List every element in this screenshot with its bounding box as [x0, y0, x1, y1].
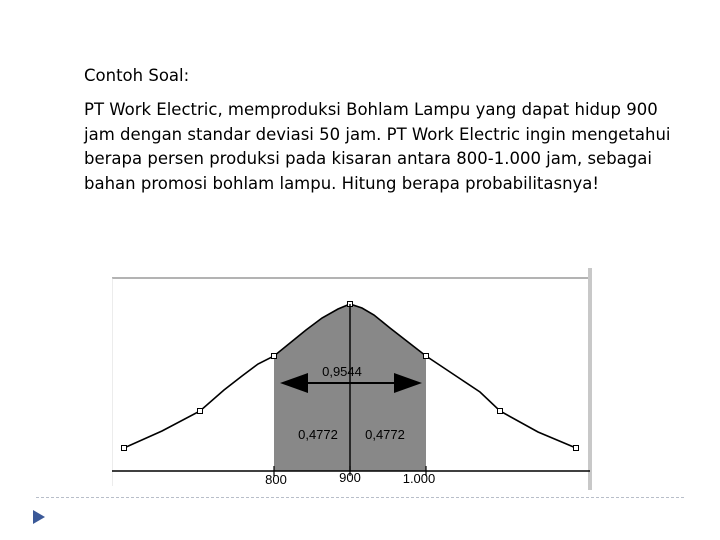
slide-heading: Contoh Soal: [84, 66, 190, 85]
right-half-probability-label: 0,4772 [365, 427, 405, 442]
problem-statement: PT Work Electric, memproduksi Bohlam Lampu yang dapat hidup 900 jam dengan standar deviasi 50 jam. PT Work Electric ingin mengetahui berapa persen produksi pada kisaran antara 800-1.000 jam, sebagai bahan promosi bohlam lampu. Hitung berapa probabilitasnya! [84, 100, 671, 193]
curve-marker [122, 446, 127, 451]
footer-divider [36, 497, 684, 498]
curve-marker [272, 354, 277, 359]
triangle-right-icon [30, 508, 48, 526]
tick-label-800: 800 [265, 472, 287, 487]
curve-marker [498, 409, 503, 414]
normal-distribution-figure [112, 268, 605, 490]
left-half-probability-label: 0,4772 [298, 427, 338, 442]
normal-curve-graphic [112, 268, 605, 490]
tick-label-900: 900 [339, 470, 361, 485]
curve-marker [424, 354, 429, 359]
tick-label-1000: 1.000 [402, 471, 436, 486]
curve-marker [198, 409, 203, 414]
total-probability-label: 0,9544 [322, 364, 362, 379]
curve-marker [574, 446, 579, 451]
